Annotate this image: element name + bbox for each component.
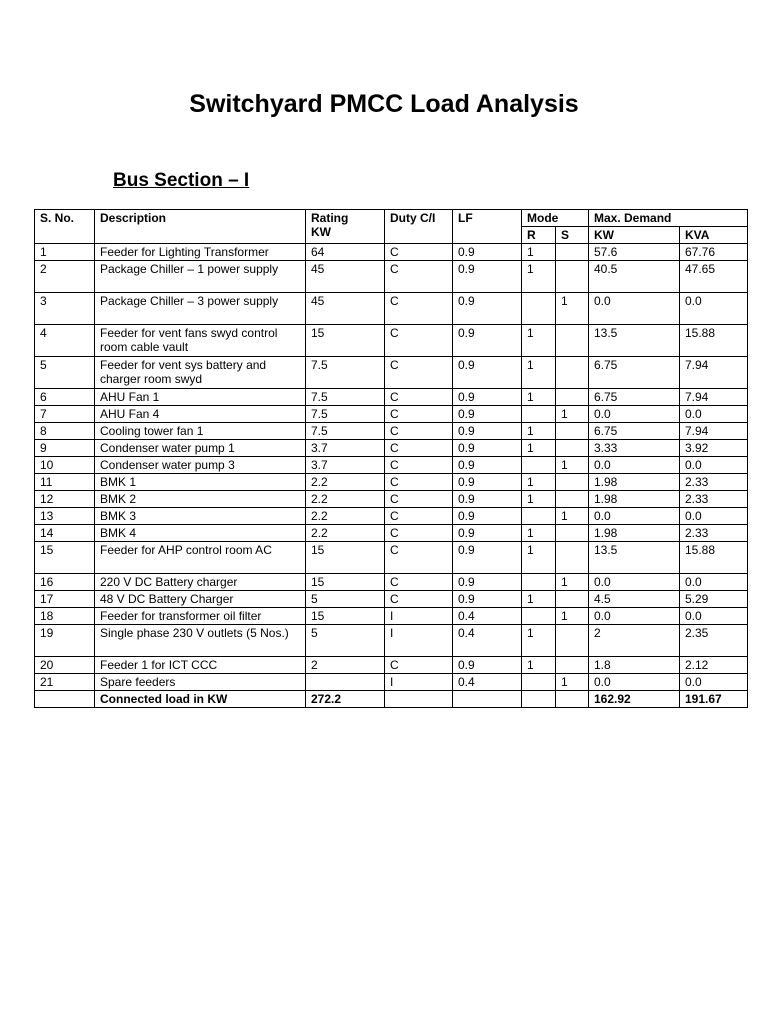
cell-duty: C — [385, 508, 453, 525]
cell-mode-s — [556, 244, 589, 261]
cell-mode-r: 1 — [522, 440, 556, 457]
cell-rating — [306, 674, 385, 691]
cell-sno: 2 — [35, 261, 95, 293]
cell-sno: 13 — [35, 508, 95, 525]
cell-rating: 2.2 — [306, 491, 385, 508]
cell-rating: 3.7 — [306, 440, 385, 457]
total-kva: 191.67 — [680, 691, 748, 708]
cell-kva: 0.0 — [680, 457, 748, 474]
cell-duty: C — [385, 474, 453, 491]
cell-duty: C — [385, 574, 453, 591]
cell-description: Feeder for transformer oil filter — [95, 608, 306, 625]
cell-kw: 0.0 — [589, 574, 680, 591]
cell-duty: I — [385, 608, 453, 625]
cell-duty: C — [385, 244, 453, 261]
cell-mode-s — [556, 542, 589, 574]
cell-lf: 0.9 — [453, 293, 522, 325]
cell-kw: 40.5 — [589, 261, 680, 293]
cell-duty: C — [385, 491, 453, 508]
cell-lf: 0.4 — [453, 625, 522, 657]
cell-duty: C — [385, 423, 453, 440]
cell-lf: 0.9 — [453, 508, 522, 525]
cell-rating: 45 — [306, 261, 385, 293]
cell-kva: 0.0 — [680, 293, 748, 325]
cell-rating: 15 — [306, 325, 385, 357]
cell-mode-s: 1 — [556, 508, 589, 525]
cell-kw: 0.0 — [589, 293, 680, 325]
cell-mode-s: 1 — [556, 574, 589, 591]
cell-lf: 0.9 — [453, 574, 522, 591]
cell-mode-r: 1 — [522, 325, 556, 357]
cell-kva: 0.0 — [680, 674, 748, 691]
cell-mode-r — [522, 574, 556, 591]
cell-sno: 9 — [35, 440, 95, 457]
cell-mode-r: 1 — [522, 389, 556, 406]
table-row — [35, 608, 748, 625]
cell-sno: 8 — [35, 423, 95, 440]
cell-lf: 0.9 — [453, 525, 522, 542]
table-row — [35, 574, 748, 591]
header-md-kva: KVA — [680, 227, 748, 244]
total-lf — [453, 691, 522, 708]
cell-description: Package Chiller – 1 power supply — [95, 261, 306, 293]
cell-kva: 2.33 — [680, 491, 748, 508]
header-sno: S. No. — [35, 210, 95, 244]
total-mode-s — [556, 691, 589, 708]
cell-sno: 20 — [35, 657, 95, 674]
cell-duty: C — [385, 293, 453, 325]
cell-kw: 0.0 — [589, 608, 680, 625]
cell-lf: 0.9 — [453, 542, 522, 574]
cell-sno: 12 — [35, 491, 95, 508]
cell-lf: 0.4 — [453, 608, 522, 625]
cell-mode-r — [522, 406, 556, 423]
cell-description: Cooling tower fan 1 — [95, 423, 306, 440]
table-row — [35, 542, 748, 574]
cell-rating: 5 — [306, 591, 385, 608]
header-max-demand: Max. Demand — [589, 210, 748, 227]
cell-mode-s — [556, 491, 589, 508]
cell-description: AHU Fan 4 — [95, 406, 306, 423]
header-mode-s: S — [556, 227, 589, 244]
total-rating: 272.2 — [306, 691, 385, 708]
cell-kw: 2 — [589, 625, 680, 657]
table-row — [35, 674, 748, 691]
header-rating — [306, 210, 385, 244]
cell-description: Feeder for AHP control room AC — [95, 542, 306, 574]
table-row — [35, 625, 748, 657]
cell-duty: C — [385, 591, 453, 608]
cell-mode-s: 1 — [556, 406, 589, 423]
cell-mode-s — [556, 474, 589, 491]
cell-mode-s: 1 — [556, 293, 589, 325]
cell-kw: 1.98 — [589, 491, 680, 508]
cell-mode-r: 1 — [522, 657, 556, 674]
table-row — [35, 244, 748, 261]
cell-sno: 4 — [35, 325, 95, 357]
cell-lf: 0.9 — [453, 423, 522, 440]
cell-mode-r: 1 — [522, 423, 556, 440]
header-mode: Mode — [522, 210, 589, 227]
cell-kva: 2.35 — [680, 625, 748, 657]
cell-kva: 7.94 — [680, 357, 748, 389]
cell-description: Spare feeders — [95, 674, 306, 691]
cell-kva: 0.0 — [680, 508, 748, 525]
cell-mode-r — [522, 293, 556, 325]
cell-duty: C — [385, 657, 453, 674]
cell-description: BMK 3 — [95, 508, 306, 525]
cell-duty: C — [385, 542, 453, 574]
cell-lf: 0.9 — [453, 591, 522, 608]
cell-lf: 0.9 — [453, 440, 522, 457]
cell-description: Package Chiller – 3 power supply — [95, 293, 306, 325]
cell-mode-r — [522, 508, 556, 525]
cell-duty: C — [385, 261, 453, 293]
cell-mode-s — [556, 261, 589, 293]
cell-lf: 0.9 — [453, 389, 522, 406]
page-title: Switchyard PMCC Load Analysis — [189, 90, 579, 118]
cell-description: BMK 1 — [95, 474, 306, 491]
cell-kw: 0.0 — [589, 457, 680, 474]
cell-mode-s — [556, 325, 589, 357]
cell-description: AHU Fan 1 — [95, 389, 306, 406]
cell-mode-r: 1 — [522, 591, 556, 608]
cell-lf: 0.4 — [453, 674, 522, 691]
cell-mode-s — [556, 625, 589, 657]
cell-kw: 6.75 — [589, 357, 680, 389]
cell-kva: 7.94 — [680, 423, 748, 440]
cell-mode-s — [556, 357, 589, 389]
header-md-kw: KW — [589, 227, 680, 244]
cell-lf: 0.9 — [453, 457, 522, 474]
table-row — [35, 261, 748, 293]
cell-mode-r: 1 — [522, 244, 556, 261]
cell-kva: 47.65 — [680, 261, 748, 293]
cell-sno: 15 — [35, 542, 95, 574]
cell-kw: 6.75 — [589, 389, 680, 406]
table-row — [35, 357, 748, 389]
table-row — [35, 325, 748, 357]
cell-duty: I — [385, 625, 453, 657]
cell-description: BMK 4 — [95, 525, 306, 542]
cell-rating: 2 — [306, 657, 385, 674]
cell-kva: 0.0 — [680, 406, 748, 423]
table-row — [35, 525, 748, 542]
cell-kva: 15.88 — [680, 542, 748, 574]
cell-description: Condenser water pump 1 — [95, 440, 306, 457]
cell-kva: 67.76 — [680, 244, 748, 261]
cell-sno: 3 — [35, 293, 95, 325]
header-lf: LF — [453, 210, 522, 244]
total-kw: 162.92 — [589, 691, 680, 708]
cell-sno: 21 — [35, 674, 95, 691]
cell-sno: 7 — [35, 406, 95, 423]
table-row — [35, 591, 748, 608]
cell-kw: 1.98 — [589, 525, 680, 542]
cell-rating: 2.2 — [306, 525, 385, 542]
cell-sno: 17 — [35, 591, 95, 608]
cell-kva: 7.94 — [680, 389, 748, 406]
cell-sno: 16 — [35, 574, 95, 591]
cell-kw: 6.75 — [589, 423, 680, 440]
total-row — [35, 691, 748, 708]
cell-rating: 2.2 — [306, 474, 385, 491]
cell-mode-r: 1 — [522, 474, 556, 491]
header-rating-line1: Rating — [311, 211, 349, 225]
cell-rating: 45 — [306, 293, 385, 325]
table-body — [35, 244, 748, 708]
section-heading: Bus Section – I — [113, 170, 250, 191]
header-row — [35, 210, 748, 227]
table-row — [35, 457, 748, 474]
cell-duty: C — [385, 325, 453, 357]
header-rating-line2: KW — [311, 225, 331, 239]
cell-mode-r: 1 — [522, 261, 556, 293]
header-duty: Duty C/I — [385, 210, 453, 244]
cell-kw: 0.0 — [589, 508, 680, 525]
cell-mode-r: 1 — [522, 625, 556, 657]
cell-description: 220 V DC Battery charger — [95, 574, 306, 591]
cell-sno: 11 — [35, 474, 95, 491]
total-duty — [385, 691, 453, 708]
cell-kw: 3.33 — [589, 440, 680, 457]
total-sno — [35, 691, 95, 708]
cell-kw: 0.0 — [589, 406, 680, 423]
cell-mode-s — [556, 423, 589, 440]
cell-sno: 19 — [35, 625, 95, 657]
cell-kw: 57.6 — [589, 244, 680, 261]
cell-duty: C — [385, 406, 453, 423]
cell-mode-r — [522, 608, 556, 625]
table-row — [35, 491, 748, 508]
cell-kw: 4.5 — [589, 591, 680, 608]
cell-description: Condenser water pump 3 — [95, 457, 306, 474]
cell-kva: 15.88 — [680, 325, 748, 357]
table-row — [35, 406, 748, 423]
cell-description: Feeder for vent sys battery and charger room swyd — [95, 357, 306, 389]
cell-sno: 6 — [35, 389, 95, 406]
cell-kw: 13.5 — [589, 542, 680, 574]
cell-sno: 1 — [35, 244, 95, 261]
total-label: Connected load in KW — [95, 691, 306, 708]
table-row — [35, 423, 748, 440]
table-row — [35, 508, 748, 525]
cell-description: Feeder for vent fans swyd control room cable vault — [95, 325, 306, 357]
cell-mode-s: 1 — [556, 457, 589, 474]
cell-rating: 64 — [306, 244, 385, 261]
header-mode-r: R — [522, 227, 556, 244]
cell-sno: 10 — [35, 457, 95, 474]
cell-mode-r: 1 — [522, 525, 556, 542]
cell-kw: 0.0 — [589, 674, 680, 691]
cell-rating: 3.7 — [306, 457, 385, 474]
cell-mode-s: 1 — [556, 674, 589, 691]
cell-mode-r: 1 — [522, 542, 556, 574]
cell-lf: 0.9 — [453, 491, 522, 508]
cell-rating: 7.5 — [306, 423, 385, 440]
cell-kva: 5.29 — [680, 591, 748, 608]
table-row — [35, 440, 748, 457]
cell-duty: I — [385, 674, 453, 691]
cell-kw: 1.8 — [589, 657, 680, 674]
cell-mode-s — [556, 591, 589, 608]
cell-lf: 0.9 — [453, 357, 522, 389]
table-row — [35, 657, 748, 674]
cell-rating: 7.5 — [306, 406, 385, 423]
cell-kw: 13.5 — [589, 325, 680, 357]
cell-rating: 7.5 — [306, 357, 385, 389]
cell-rating: 2.2 — [306, 508, 385, 525]
cell-rating: 7.5 — [306, 389, 385, 406]
load-analysis-table — [34, 209, 748, 708]
total-mode-r — [522, 691, 556, 708]
cell-lf: 0.9 — [453, 261, 522, 293]
cell-mode-s — [556, 440, 589, 457]
cell-mode-s: 1 — [556, 608, 589, 625]
cell-mode-s — [556, 657, 589, 674]
cell-mode-r — [522, 457, 556, 474]
table-row — [35, 474, 748, 491]
cell-kva: 0.0 — [680, 574, 748, 591]
cell-kva: 0.0 — [680, 608, 748, 625]
cell-mode-s — [556, 389, 589, 406]
table-row — [35, 389, 748, 406]
cell-lf: 0.9 — [453, 474, 522, 491]
cell-sno: 5 — [35, 357, 95, 389]
cell-duty: C — [385, 525, 453, 542]
cell-sno: 18 — [35, 608, 95, 625]
cell-rating: 5 — [306, 625, 385, 657]
cell-kva: 3.92 — [680, 440, 748, 457]
cell-lf: 0.9 — [453, 657, 522, 674]
cell-description: Single phase 230 V outlets (5 Nos.) — [95, 625, 306, 657]
cell-mode-r — [522, 674, 556, 691]
cell-duty: C — [385, 357, 453, 389]
cell-description: Feeder 1 for ICT CCC — [95, 657, 306, 674]
cell-duty: C — [385, 457, 453, 474]
cell-description: Feeder for Lighting Transformer — [95, 244, 306, 261]
cell-lf: 0.9 — [453, 406, 522, 423]
cell-rating: 15 — [306, 542, 385, 574]
table-row — [35, 293, 748, 325]
cell-rating: 15 — [306, 574, 385, 591]
cell-duty: C — [385, 389, 453, 406]
cell-mode-r: 1 — [522, 491, 556, 508]
cell-lf: 0.9 — [453, 325, 522, 357]
cell-duty: C — [385, 440, 453, 457]
cell-kva: 2.12 — [680, 657, 748, 674]
cell-description: BMK 2 — [95, 491, 306, 508]
cell-kva: 2.33 — [680, 525, 748, 542]
cell-mode-r: 1 — [522, 357, 556, 389]
cell-description: 48 V DC Battery Charger — [95, 591, 306, 608]
cell-kw: 1.98 — [589, 474, 680, 491]
cell-mode-s — [556, 525, 589, 542]
cell-sno: 14 — [35, 525, 95, 542]
cell-kva: 2.33 — [680, 474, 748, 491]
cell-lf: 0.9 — [453, 244, 522, 261]
cell-rating: 15 — [306, 608, 385, 625]
header-description: Description — [95, 210, 306, 244]
